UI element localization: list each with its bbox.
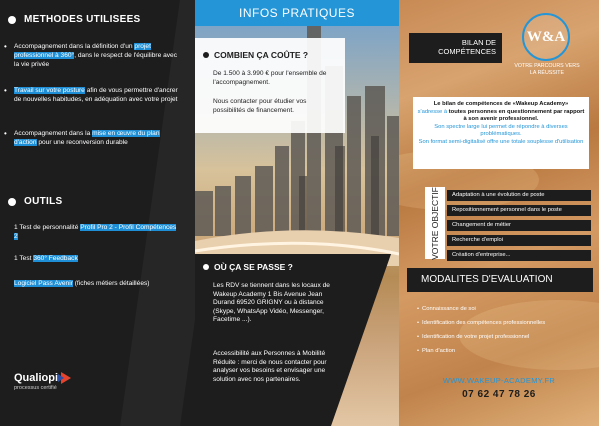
description-target: toutes personnes en questionnement par rapport à son avenir professionnel. — [448, 108, 585, 123]
qualiopi-logo — [14, 372, 71, 391]
bullet-dot-icon — [8, 16, 16, 24]
bullet-dot-icon — [203, 52, 209, 58]
methode-3-text-end: pour une reconversion durable — [36, 139, 128, 146]
description-intro: s'adresse à — [417, 108, 449, 115]
right-panel — [399, 0, 599, 426]
location-card — [195, 254, 331, 426]
location-heading — [203, 262, 293, 272]
qualiopi-subtitle: processus certifié — [14, 385, 57, 391]
accessibility-text: Accessibilité aux Personnes à Mobilité Réduite : merci de nous contacter pour analyser vos besoins et envisager une solution avec nos partenaires. — [213, 350, 327, 383]
bullet-icon: • — [4, 42, 7, 51]
description-box — [413, 97, 589, 169]
evaluation-item: • Identification des compétences professionnelles — [417, 320, 545, 326]
qualiopi-arrow-icon — [61, 372, 71, 384]
cost-financing-text: Nous contacter pour étudier vos possibilités de financement. — [213, 98, 307, 114]
bullet-dot-icon — [203, 264, 209, 270]
methode-2-text: afin de vous permettre d'ancrer de nouvelles habitudes, en adéquation avec votre projet — [14, 87, 178, 103]
objective-item: Recherche d'emploi — [447, 235, 591, 246]
methode-3-text: Accompagnement dans la — [14, 130, 93, 137]
outils-heading — [0, 196, 62, 207]
cost-text: De 1.500 à 3.990 € pour l'ensemble de l'accompagnement. — [213, 70, 327, 86]
description-title: Le bilan de compétences de «Wakeup Academy» — [433, 101, 569, 107]
bilan-title: BILAN DE COMPÉTENCES — [438, 38, 496, 56]
bullet-icon: • — [4, 129, 7, 138]
objectif-label — [425, 187, 445, 259]
evaluation-item: • Identification de votre projet professionnel — [417, 334, 529, 340]
objective-item: Repositionnement personnel dans le poste — [447, 205, 591, 216]
logo-tagline: VOTRE PARCOURS VERS LA RÉUSSITE — [514, 63, 580, 76]
objective-item: Adaptation à une évolution de poste — [447, 190, 591, 201]
outil-item-2 — [14, 254, 179, 263]
methode-item-2 — [4, 86, 179, 104]
location-card-shape — [331, 254, 391, 426]
outil-item-3 — [14, 279, 179, 288]
methode-2-highlight: Travail sur votre posture — [14, 87, 85, 94]
methode-item-1 — [4, 42, 179, 69]
evaluation-item: • Plan d'action — [417, 348, 455, 354]
logo-text: W&A — [526, 28, 566, 45]
bilan-title-box — [409, 33, 502, 63]
outil-item-1 — [14, 223, 179, 241]
website-link[interactable]: WWW.WAKEUP-ACADEMY.FR — [442, 376, 556, 385]
left-panel — [0, 0, 195, 426]
outil-3-highlight: Logiciel Pass Avenir — [14, 280, 73, 287]
objective-item: Création d'entreprise... — [447, 250, 591, 261]
description-format: Son format semi-digitalisé offre une totale souplesse d'utilisation — [418, 138, 584, 145]
outil-3-text: (fiches métiers détaillées) — [72, 280, 150, 287]
objective-item: Changement de métier — [447, 220, 591, 231]
cost-heading — [203, 50, 308, 60]
methodes-heading — [0, 14, 141, 25]
infos-pratiques-title: INFOS PRATIQUES — [239, 6, 355, 20]
methode-1-text-end: , dans le respect de l'équilibre avec la vie privée — [14, 52, 177, 68]
cost-title: COMBIEN ÇA COÛTE ? — [214, 50, 309, 60]
objectif-title: VOTRE OBJECTIF — [429, 186, 440, 260]
modalites-title: MODALITES D'EVALUATION — [421, 274, 553, 285]
bullet-icon: • — [4, 86, 7, 95]
methode-3-highlight: mise en œuvre du plan d'action — [14, 130, 160, 146]
outils-title: OUTILS — [24, 196, 63, 207]
description-scope: Son spectre large lui permet de répondre à diverses problématiques. — [434, 123, 568, 138]
outil-1-text: 1 Test de personnalité — [14, 224, 81, 231]
outil-2-highlight: 360° Feedback — [33, 255, 78, 262]
location-address-text: Les RDV se tiennent dans les locaux de Wakeup Academy 1 Bis Avenue Jean Durand 69520 GRIGNY ou à distance (Skype, WhatsApp Vidéo, Messenger, Facetime ...). — [213, 282, 330, 324]
middle-panel — [195, 0, 399, 426]
outil-1-highlight: Profil Pro 2 - Profil Compétences 2 — [14, 224, 177, 240]
location-title: OÙ ÇA SE PASSE ? — [214, 262, 293, 272]
wakeup-academy-logo — [522, 13, 570, 61]
methodes-title: METHODES UTILISEES — [24, 14, 141, 25]
bullet-dot-icon — [8, 198, 16, 206]
methode-1-highlight: projet professionnel à 360° — [14, 43, 151, 59]
methode-item-3 — [4, 129, 179, 147]
methode-1-text: Accompagnement dans la définition d'un — [14, 43, 133, 50]
outil-2-text: 1 Test — [14, 255, 34, 262]
phone-number[interactable]: 07 62 47 78 26 — [462, 389, 536, 400]
qualiopi-name: Qualiopi — [14, 372, 58, 384]
modalites-heading — [407, 268, 593, 292]
infos-pratiques-header — [195, 0, 399, 26]
evaluation-item: • Connaissance de soi — [417, 306, 476, 312]
